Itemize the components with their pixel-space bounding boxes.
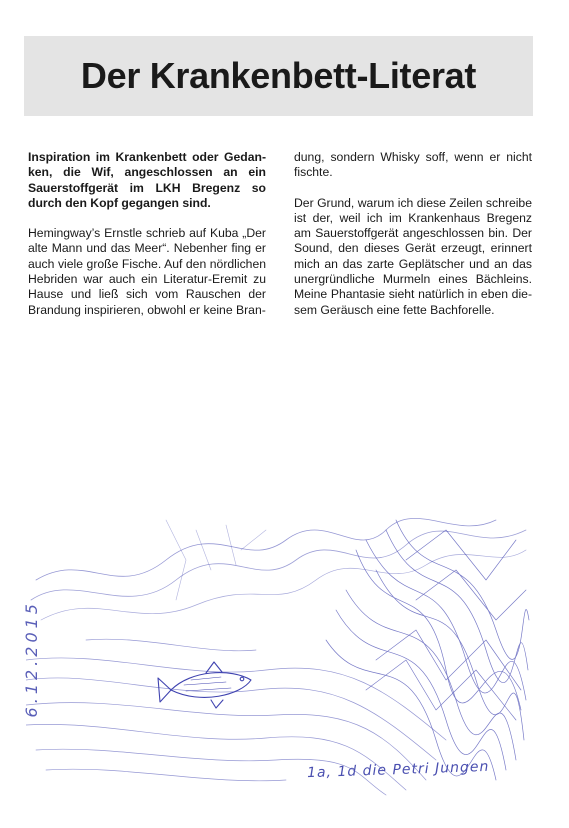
- title-banner: [24, 36, 533, 116]
- trout-figure: [158, 662, 251, 708]
- article-column-right: [294, 150, 532, 333]
- article-paragraph-reason: Der Grund, warum ich diese Zeilen schreibe ist der, weil ich im Krankenhaus Bregenz am Sauerstoffgerät angeschlossen bin. Der Sound, den dieses Gerät erzeugt, erinnert mich an das zarte Geplätscher und an das unergründliche Murmeln eines Bächleins. Meine Phantasie sieht natürlich in eben diesem Geräusch eine fette Bachforelle.: [294, 195, 532, 317]
- page-title: Der Krankenbett-Literat: [80, 55, 477, 96]
- article-paragraph: Hemingway’s Ernstle schrieb auf Kuba „Der alte Mann und das Meer“. Nebenher fing er auch viele große Fische. Auf den nördlichen Hebriden war auch ein Literatur-Eremit zu Hause und ließ sich vom Rauschen der Brandung inspirieren, obwohl er keine Bran-: [28, 226, 266, 317]
- article-paragraph-continued: dung, sondern Whisky soff, wenn er nicht fischte.: [294, 150, 532, 180]
- article-column-left: [28, 150, 266, 333]
- drawing-date: 6.12.2015: [22, 600, 41, 718]
- article-lead: Inspiration im Krankenbett oder Gedanken, die Wif, angeschlossen an ein Sauerstoffgerät im LKH Bregenz so durch den Kopf gegangen sind.: [28, 150, 266, 210]
- pen-drawing-trout: [26, 510, 531, 800]
- drawing-caption: 1a, 1d die Petri Jungen: [306, 758, 490, 782]
